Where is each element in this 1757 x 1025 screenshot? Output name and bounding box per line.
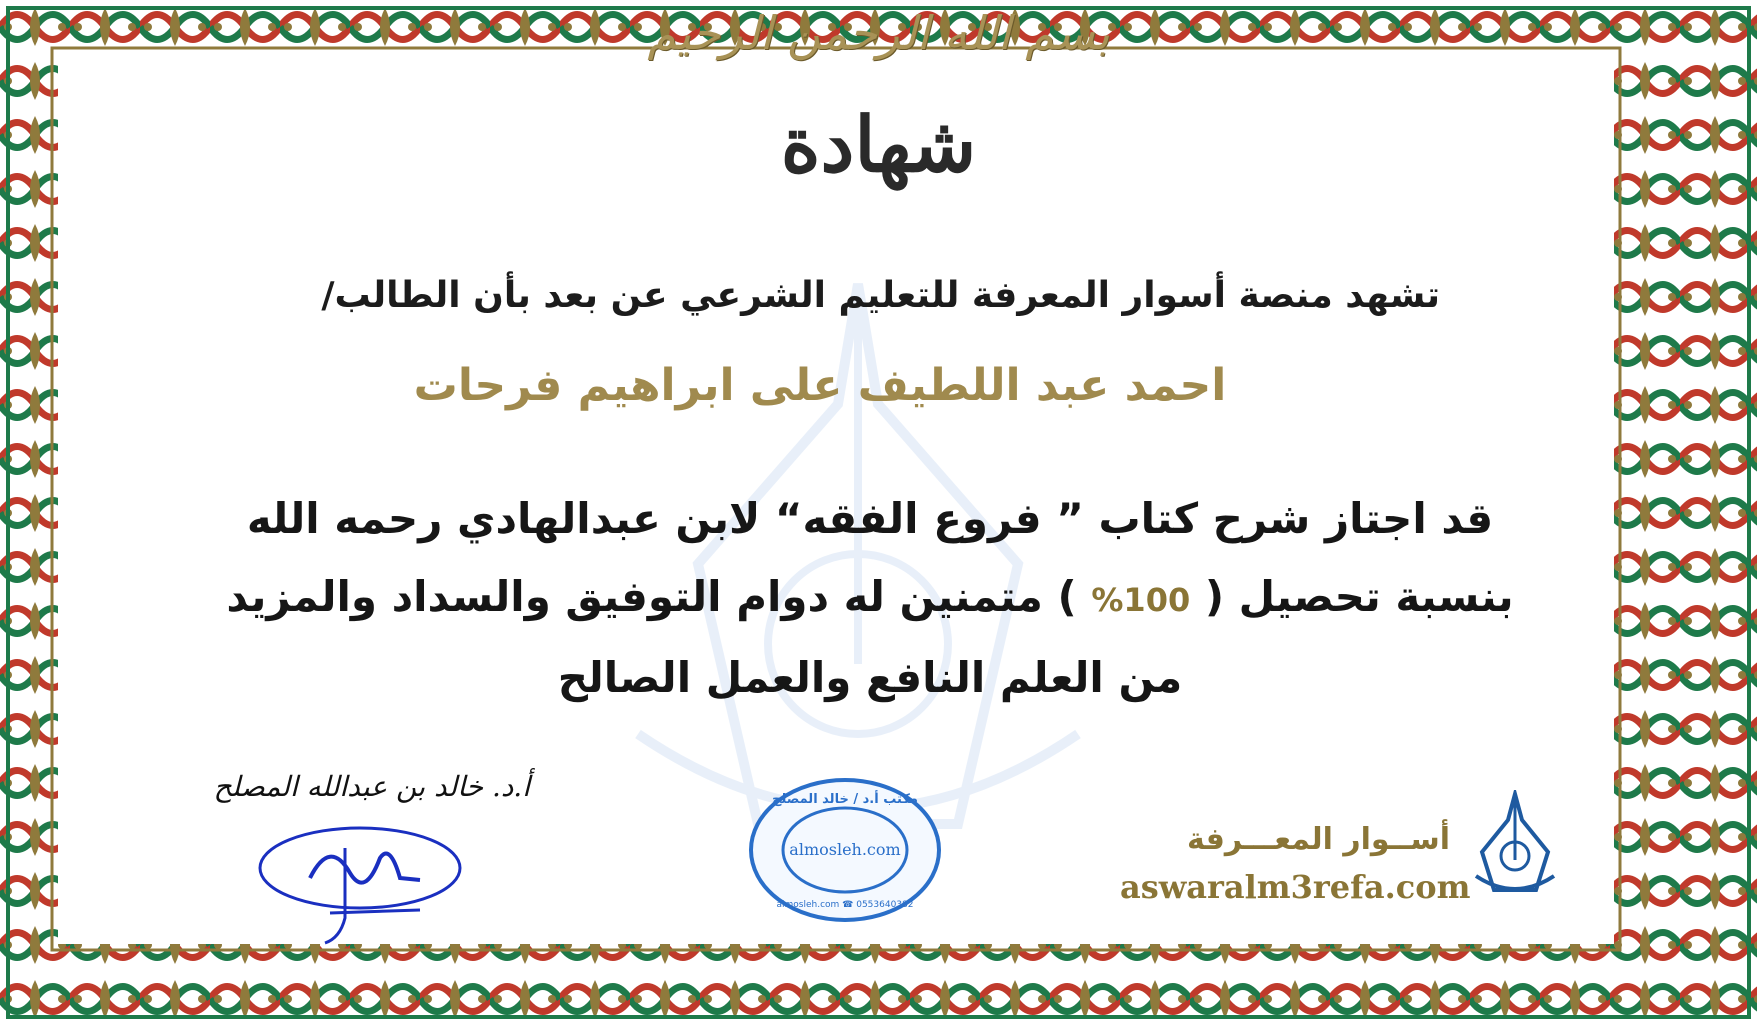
statement-line-2-end: ) متمنين له دوام التوفيق والسداد والمزيد bbox=[226, 572, 1077, 621]
percentage-value: 100% bbox=[1091, 581, 1191, 619]
aswar-logo-icon bbox=[1470, 790, 1560, 900]
handwritten-signature bbox=[250, 818, 470, 948]
stamp-outer-text: مكتب أ.د / خالد المصلح bbox=[772, 792, 918, 807]
brand-name: أســوار المعـــرفة bbox=[1187, 822, 1450, 857]
signatory-name: أ.د. خالد بن عبدالله المصلح bbox=[213, 770, 530, 803]
student-name: احمد عبد اللطيف على ابراهيم فرحات bbox=[413, 360, 1227, 411]
office-stamp bbox=[745, 775, 945, 925]
certificate-statement bbox=[180, 480, 1560, 717]
statement-line-3: من العلم النافع والعمل الصالح bbox=[557, 653, 1183, 702]
intro-text: تشهد منصة أسوار المعرفة للتعليم الشرعي عن بعد بأن الطالب/ bbox=[321, 275, 1440, 316]
stamp-bottom-text: almosleh.com ☎ 0553640382 bbox=[776, 900, 914, 910]
brand-url: aswaralm3refa.com bbox=[1120, 868, 1471, 906]
stamp-center-text: almosleh.com bbox=[789, 840, 901, 859]
statement-line-2-start: بنسبة تحصيل ( bbox=[1204, 572, 1514, 621]
certificate-title: شهادة bbox=[780, 100, 977, 189]
basmala-calligraphy: بسم الله الرحمن الرحيم bbox=[647, 6, 1110, 60]
statement-line-1: قد اجتاز شرح كتاب ” فروع الفقه“ لابن عبدالهادي رحمه الله bbox=[246, 494, 1494, 543]
statement-line-2 bbox=[180, 558, 1560, 639]
